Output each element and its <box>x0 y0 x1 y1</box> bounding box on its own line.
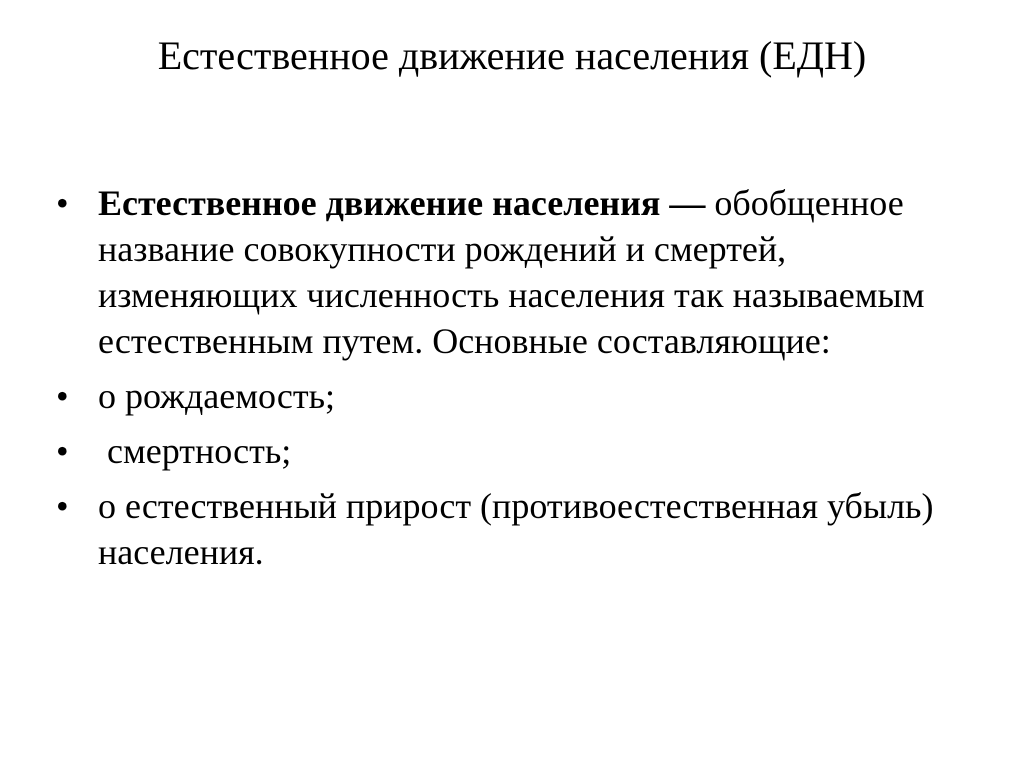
definition-term: Естественное движение населения <box>98 183 661 223</box>
definition-dash: — <box>660 183 706 223</box>
list-item-mortality <box>56 428 956 474</box>
definition-bullet <box>56 180 956 364</box>
bullet-list <box>56 180 956 584</box>
slide-title: Естественное движение населения (ЕДН) <box>157 33 867 78</box>
list-item-text: о естественный прирост (противоестественная убыль) населения. <box>98 486 934 572</box>
list-item-text: смертность; <box>98 431 292 471</box>
list-item-text: о рождаемость; <box>98 376 336 416</box>
definition-text: обобщенное название совокупности рождений и смертей, изменяющих численность населения так называемым естественным путем. Основные составляющие: <box>98 183 925 361</box>
list-item-birth-rate <box>56 373 956 419</box>
bullet-icon: • <box>56 183 69 223</box>
bullet-icon: • <box>56 486 69 526</box>
bullet-icon: • <box>56 431 69 471</box>
list-item-natural-increase <box>56 483 956 575</box>
bullet-icon: • <box>56 376 69 416</box>
